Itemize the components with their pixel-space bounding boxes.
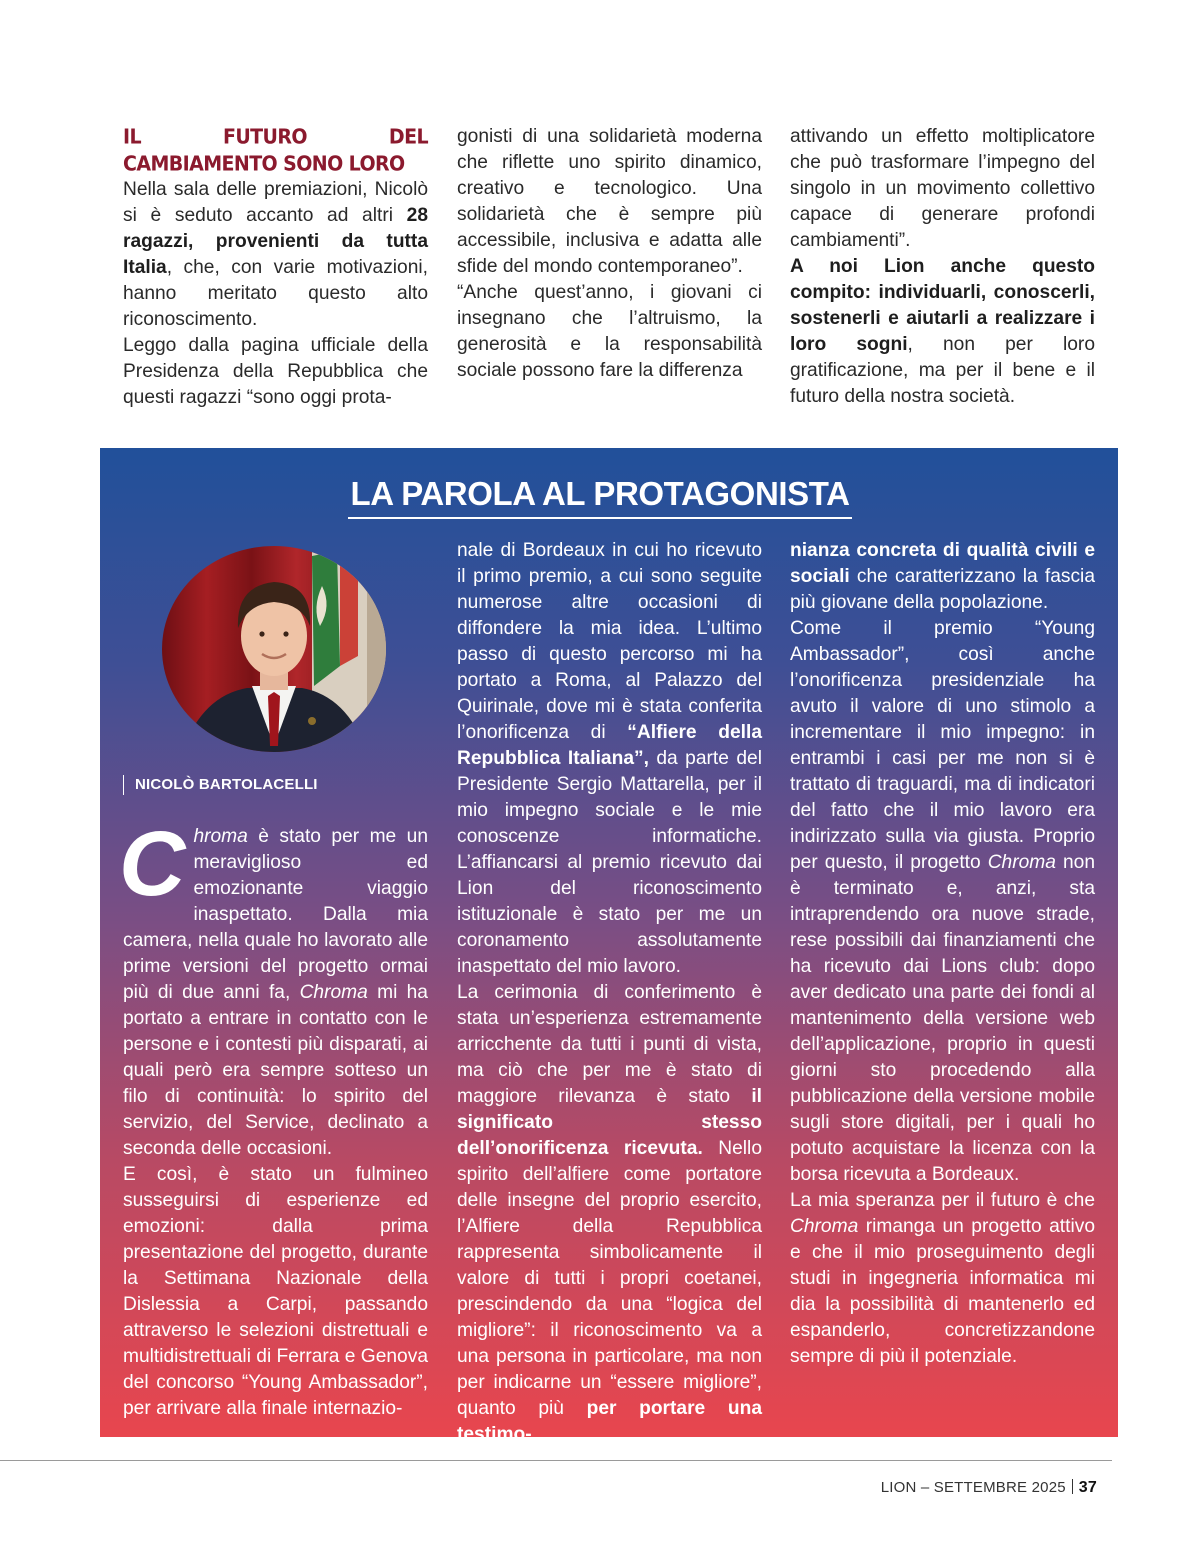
portrait-illustration — [162, 546, 386, 752]
box-col3-paragraph-2: Come il premio “Young Ambassador”, così anche l’onorificenza presidenziale ha avuto il valore di uno stimolo a incrementare il mio impegno: in entrambi i casi per me non si è trattato di traguardi, ma di indicatori del fatto che il mio lavoro era indirizzato sulla via giusta. Proprio per questo, il progetto Chroma non è terminato e, anzi, sta intraprendendo ora nuove strade, rese possibili dai finanziamenti che ha ricevuto dai Lions club: dopo aver dedicato una parte dei fondi al mantenimento della versione web dell’applicazione, proprio in questi giorni sto procedendo alla pubblicazione della versione mobile sugli store digitali, per i quali ho potuto acquistare la licenza con la borsa ricevuta a Bordeaux. — [790, 618, 1095, 1185]
page-footer — [881, 1477, 1097, 1499]
box-col1-paragraph-2: E così, è stato un fulmineo susseguirsi di esperienze ed emozioni: dalla prima presentazione del progetto, durante la Settimana Nazionale della Dislessia a Carpi, passando attraverso le selezioni distrettuali e multidistrettuali di Ferrara e Genova del concorso “Young Ambassador”, per arrivare alla finale internazio- — [123, 1164, 428, 1419]
top-col3-paragraph-2: A noi Lion anche questo compito: individuarli, conoscerli, sostenerli e aiutarli a realizzare i loro sogni, non per loro gratificazione, ma per il bene e il futuro della nostra società. — [790, 256, 1095, 407]
box-column-2 — [457, 538, 762, 1448]
box-column-3 — [790, 538, 1095, 1370]
box-col3-paragraph-3: La mia speranza per il futuro è che Chroma rimanga un progetto attivo e che il mio proseguimento degli studi in ingegneria informatica mi dia la possibilità di mantenerlo ed espanderlo, concretizzandone sempre di più il potenziale. — [790, 1190, 1095, 1367]
top-column-3 — [790, 124, 1095, 410]
top-col1-paragraph-1: Nella sala delle premiazioni, Nicolò si è seduto accanto ad altri 28 ragazzi, provenienti da tutta Italia, che, con varie motivazioni, hanno meritato questo alto riconoscimento. — [123, 179, 428, 330]
footer-separator — [1072, 1479, 1073, 1494]
photo-caption: NICOLÒ BARTOLACELLI — [123, 775, 318, 795]
top-col3-paragraph-1: attivando un effetto moltiplicatore che può trasformare l’impegno del singolo in un movimento collettivo capace di generare profondi cambiamenti”. — [790, 126, 1095, 251]
box-column-1 — [119, 813, 428, 1422]
page-number: 37 — [1078, 1479, 1097, 1496]
box-col2-paragraph-2: La cerimonia di conferimento è stata un’esperienza estremamente arricchente da tutti i punti di vista, ma ciò che per me è stato di maggiore rilevanza è stato il significato stesso dell’onorificenza ricevuta. Nello spirito dell’alfiere come portatore delle insegne del proprio esercito, l’Alfiere della Repubblica rappresenta simbolicamente il valore di tutti i propri coetanei, prescindendo da una “logica del migliore”: il riconoscimento va a una persona in particolare, ma non per indicarne un “essere migliore”, quanto più per portare una testimo- — [457, 982, 762, 1445]
top-column-2 — [457, 124, 762, 384]
magazine-issue: LION – SETTEMBRE 2025 — [880, 1479, 1066, 1496]
top-col2-paragraph-1: gonisti di una solidarietà moderna che riflette uno spirito dinamico, creativo e tecnologico. Una solidarietà che è sempre più accessibile, inclusiva e adatta alle sfide del mondo contemporaneo”. — [457, 126, 762, 277]
top-column-1 — [123, 124, 428, 411]
box-col1-paragraph-1: Chroma è stato per me un meraviglioso ed emozionante viaggio inaspettato. Dalla mia camera, nella quale ho lavorato alle prime versioni del progetto ormai più di due anni fa, Chroma mi ha portato a entrare in contatto con le persone e i contesti più disparati, ai quali però era sempre sotteso un filo di continuità: lo spirito del servizio, del Service, declinato a seconda delle occasioni. — [119, 813, 428, 1159]
portrait-photo — [162, 546, 386, 752]
box-col2-paragraph-1: nale di Bordeaux in cui ho ricevuto il primo premio, a cui sono seguite numerose altre occasioni di diffondere la mia idea. L’ultimo passo di questo percorso mi ha portato a Roma, al Palazzo del Quirinale, dove mi è stata conferita l’onorificenza di “Alfiere della Repubblica Italiana”, da parte del Presidente Sergio Mattarella, per il mio impegno sociale e le mie conoscenze informatiche. L’affiancarsi al premio ricevuto dai Lion del riconoscimento istituzionale è stato per me un coronamento assolutamente inaspettato del mio lavoro. — [457, 540, 762, 977]
footer-rule — [0, 1460, 1112, 1461]
top-col2-paragraph-2: “Anche quest’anno, i giovani ci insegnano che l’altruismo, la generosità e la responsabilità sociale possono fare la differenza — [457, 282, 762, 381]
box-col3-paragraph-1: nianza concreta di qualità civili e sociali che caratterizzano la fascia più giovane della popolazione. — [790, 540, 1095, 613]
section-kicker: IL FUTURO DEL CAMBIAMENTO SONO LORO — [123, 125, 428, 176]
top-col1-paragraph-2: Leggo dalla pagina ufficiale della Presidenza della Repubblica che questi ragazzi “sono oggi prota- — [123, 335, 428, 408]
box-title: LA PAROLA AL PROTAGONISTA — [0, 474, 1200, 519]
drop-cap: C — [119, 813, 186, 915]
